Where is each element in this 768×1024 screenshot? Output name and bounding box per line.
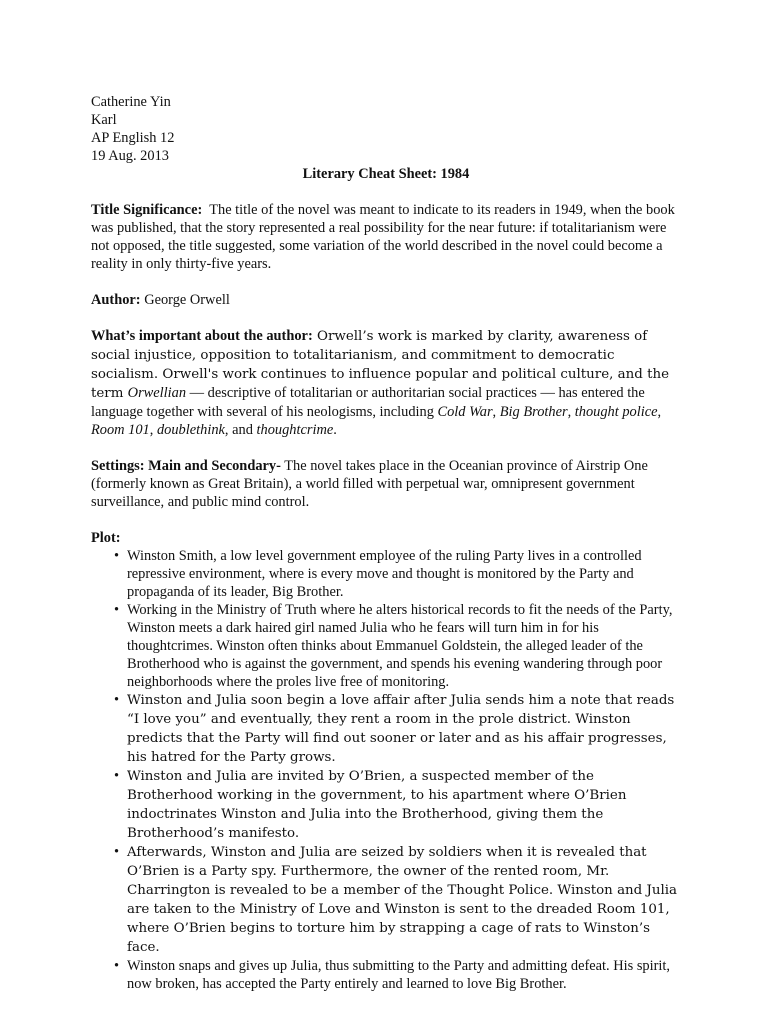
bullet-icon: • [114,768,120,784]
course-name: AP English 12 [91,130,175,146]
settings-text: The novel takes place in the Oceanian province of Airstrip One (formerly known as Great Britain), a world filled with perpetual war, omnipresent government surveillance, and public mind control. [91,458,648,510]
and-text: , and [224,422,257,438]
teacher-name: Karl [91,112,117,128]
date: 19 Aug. 2013 [91,148,169,164]
settings-paragraph [91,457,681,511]
plot-label: Plot: [91,530,121,546]
title-significance-label: Title Significance: [91,202,203,218]
author-importance-text-2: — descriptive of totalitarian or authoritarian social practices — has entered the language together with several of his neologisms, including [91,385,645,420]
term-doublethink: doublethink [156,422,225,438]
plot-item-text: Winston and Julia are invited by O’Brien, a suspected member of the Brotherhood working in the government, to his apartment where O’Brien indoctrinates Winston and Julia into the Brotherhood, giving them the Brotherhood’s manifesto. [127,769,627,841]
bullet-icon: • [114,548,120,564]
period: . [333,422,337,438]
author-importance-paragraph: What’s important about the author: Orwell’s work is marked by clarity, awareness of social injustice, opposition to totalitarianism, and commitment to democratic socialism. Orwell's work continues to influence popular and political culture, and the term Orwellian — descriptive of totalitarian or authoritarian social practices — has entered the language together with several of his neologisms, including Cold War, Big Brother, thought police, Room 101, doublethink, and thoughtcrime. [91,328,670,438]
author-importance-text-1: Orwell’s work is marked by clarity, awareness of social injustice, opposition to totalitarianism, and commitment to democratic socialism. Orwell's work continues to influence popular and political culture, and the term [91,329,670,401]
bullet-icon: • [114,692,120,708]
plot-item-text: Winston and Julia soon begin a love affair after Julia sends him a note that reads “I love you” and eventually, they rent a room in the prole district. Winston predicts that the Party will find out sooner or later and as his affair progresses, his hatred for the Party grows. [127,693,675,765]
author-importance-colon: : [307,328,313,344]
bullet-icon: • [114,844,120,860]
plot-item [91,767,681,843]
title-significance-text: The title of the novel was meant to indicate to its readers in 1949, when the book was published, that the story represented a real possibility for the near future: if totalitarianism were not opposed, the title suggested, some variation of the world described in the novel could become a reality in only thirty-five years. [91,202,675,272]
bullet-icon: • [114,602,120,618]
document-page [91,93,681,993]
plot-item-text: Working in the Ministry of Truth where he alters historical records to fit the needs of the Party, Winston meets a dark haired girl named Julia who he fears will turn him in for his thoughtcrimes. Winston often thinks about Emmanuel Goldstein, the alleged leader of the Brotherhood who is against the government, and spends his evening wandering through poor neighborhoods where the proles live free of monitoring. [127,602,673,690]
author-paragraph [91,291,681,309]
plot-item [91,957,681,993]
plot-item-text: Afterwards, Winston and Julia are seized by soldiers when it is revealed that O’Brien is a Party spy. Furthermore, the owner of the rented room, Mr. Charrington is revealed to be a member of the Thought Police. Winston and Julia are taken to the Ministry of Love and Winston is sent to the dreaded Room 101, where O’Brien begins to torture him by strapping a cage of rats to Winston’s face. [127,845,678,955]
orwellian-term: Orwellian [127,385,187,401]
bullet-icon: • [114,958,120,974]
header-block [91,93,681,165]
plot-item [91,601,681,691]
term-thought-police: thought police [574,404,658,420]
term-room-101: Room 101 [91,422,150,438]
plot-list [91,547,681,993]
term-cold-war: Cold War [437,404,493,420]
plot-item-text: Winston snaps and gives up Julia, thus submitting to the Party and admitting defeat. His spirit, now broken, has accepted the Party entirely and learned to love Big Brother. [127,958,671,992]
student-name: Catherine Yin [91,94,171,110]
term-big-brother: Big Brother [499,404,568,420]
title-significance-paragraph [91,201,681,273]
author-name: George Orwell [144,292,230,308]
plot-item [91,547,681,601]
author-label: Author: [91,292,141,308]
settings-label: Settings: Main and Secondary- [91,458,281,474]
plot-item-text: Winston Smith, a low level government employee of the ruling Party lives in a controlled repressive environment, where is every move and thought is monitored by the Party and propaganda of its leader, Big Brother. [127,548,642,600]
term-thoughtcrime: thoughtcrime [256,422,334,438]
plot-item [91,691,681,767]
plot-item [91,843,681,957]
author-importance-label: What’s important about the author [91,328,308,344]
document-title: Literary Cheat Sheet: 1984 [302,166,470,182]
